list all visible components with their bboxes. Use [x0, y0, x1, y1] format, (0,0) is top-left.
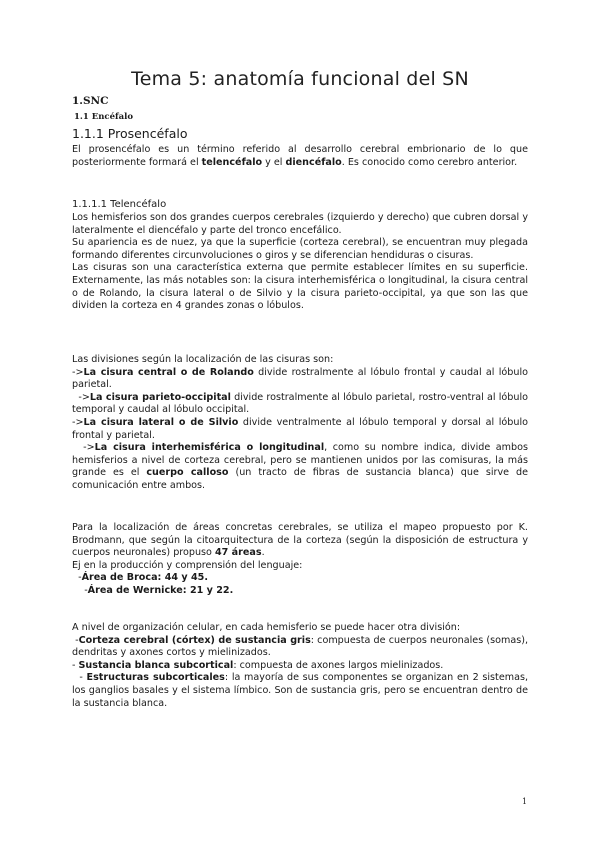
list-item-wernicke: -Área de Wernicke: 21 y 22.: [72, 584, 234, 596]
paragraph-hemisferios: Los hemisferios son dos grandes cuerpos cerebrales (izquierdo y derecho) que cubren dorsal y lateralmente el diencéfalo y parte del tronco encefálico.: [72, 212, 528, 236]
heading-prosencefalo: 1.1.1 Prosencéfalo: [72, 126, 188, 141]
paragraph-nivel: A nivel de organización celular, en cada hemisferio se puede hacer otra división:: [72, 622, 461, 633]
list-item: ->La cisura central o de Rolando divide rostralmente al lóbulo frontal y caudal al lóbulo parietal.: [72, 366, 528, 391]
list-item-broca: -Área de Broca: 44 y 45.: [72, 572, 209, 584]
page-title: Tema 5: anatomía funcional del SN: [131, 68, 469, 90]
paragraph-prosencefalo: El prosencéfalo es un término referido al desarrollo cerebral embrionario de lo que posteriormente formará el telencéfalo y el diencéfalo. Es conocido como cerebro anterior.: [72, 144, 528, 168]
divisiones-intro: Las divisiones según la localización de las cisuras son:: [72, 354, 334, 365]
heading-encefalo: 1.1 Encéfalo: [74, 112, 134, 122]
paragraph-ejemplo: Ej en la producción y comprensión del lenguaje:: [72, 559, 303, 571]
list-item: ->La cisura interhemisférica o longitudinal, como su nombre indica, divide ambos hemisferios a nivel de corteza cerebral, pero se mantienen unidos por las comisuras, la más grande es el cuerpo calloso (un tracto de fibras de sustancia blanca) que sirve de comunicación entre ambos.: [72, 442, 529, 491]
list-item: -Corteza cerebral (córtex) de sustancia gris: compuesta de cuerpos neuronales (somas), dendritas y axones cortos y mielinizados.: [72, 634, 528, 659]
paragraph-cisuras: Las cisuras son una característica externa que permite establecer límites en su superficie. Externamente, las más notables son: la cisura interhemisférica o longitudinal, la cisura central o de Rolando, la cisura lateral o de Silvio y la cisura parieto-occipital, ya que son las que dividen la corteza en 4 grandes zonas o lóbulos.: [72, 262, 528, 312]
list-item: - Sustancia blanca subcortical: compuesta de axones largos mielinizados.: [72, 659, 444, 671]
paragraph-apariencia: Su apariencia es de nuez, ya que la superficie (corteza cerebral), se encuentran muy plegada formando diferentes circunvoluciones o giros y se diferencian hendiduras o cisuras.: [72, 237, 528, 261]
section-organizacion-celular: [72, 622, 528, 710]
section-brodmann: [72, 522, 528, 598]
list-item: - Estructuras subcorticales: la mayoría de sus componentes se organizan en 2 sistemas, los ganglios basales y el sistema límbico. Son de sustancia gris, pero se encuentran dentro de la sustancia blanca.: [72, 672, 528, 709]
heading-snc: 1.SNC: [72, 95, 109, 107]
section-telencefalo: [72, 212, 528, 313]
page-number: 1: [522, 797, 528, 806]
heading-telencefalo: 1.1.1.1 Telencéfalo: [72, 199, 167, 210]
list-item: ->La cisura lateral o de Silvio divide ventralmente al lóbulo temporal y dorsal al lóbulo frontal y parietal.: [72, 416, 528, 441]
list-item: ->La cisura parieto-occipital divide rostralmente al lóbulo parietal, rostro-ventral al lóbulo temporal y caudal al lóbulo occipital.: [72, 391, 528, 416]
paragraph-brodmann: Para la localización de áreas concretas cerebrales, se utiliza el mapeo propuesto por K. Brodmann, que según la citoarquitectura de la corteza (según la disposición de estructura y cuerpos neuronales) propuso 47 áreas.: [72, 522, 528, 559]
section-divisiones: [72, 354, 528, 493]
